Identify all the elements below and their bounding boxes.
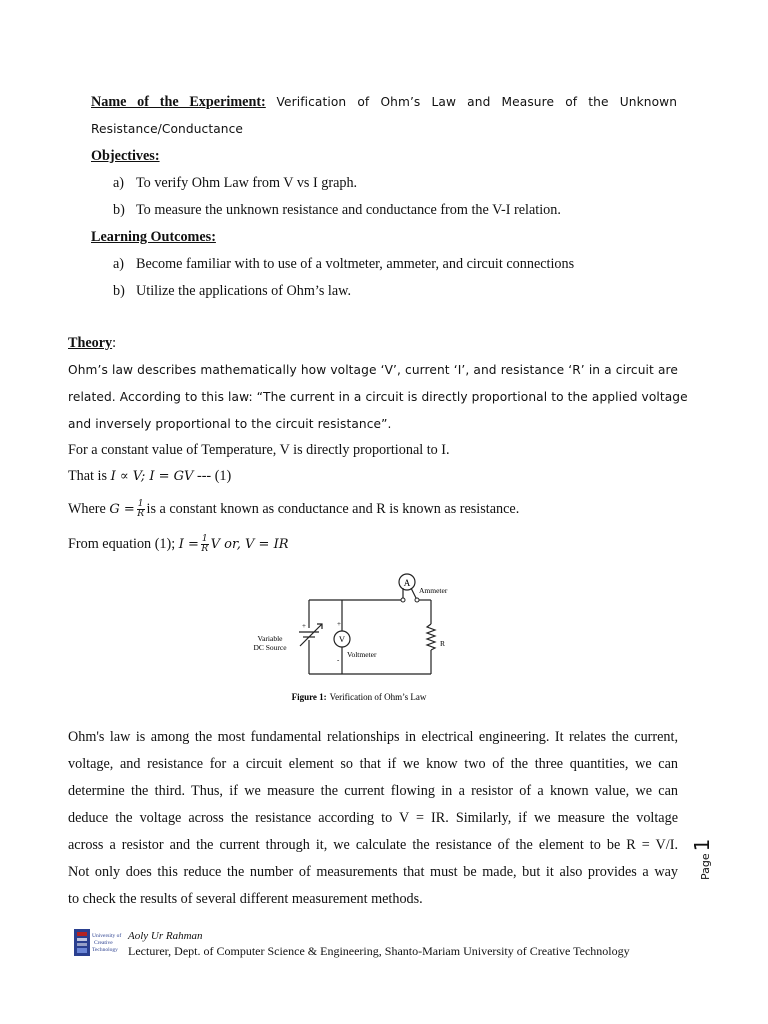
fraction-numerator: 1 — [137, 499, 144, 510]
fraction-1-over-r-2 — [201, 535, 209, 554]
logo-text-1: University of — [92, 933, 122, 939]
equation-2-line — [68, 532, 289, 557]
equation-1-line — [68, 467, 231, 486]
objective-item-a — [113, 174, 357, 192]
figure-caption — [292, 692, 427, 702]
experiment-label: Name of the Experiment: — [91, 94, 266, 110]
conductance-definition-line — [68, 497, 519, 522]
list-marker: b) — [113, 283, 125, 299]
experiment-title-line1 — [91, 93, 677, 111]
theory-p1-line1: Ohm’s law describes mathematically how voltage ‘V’, current ‘I’, and resistance ‘R’ in a circuit are — [68, 363, 678, 377]
page-label: Page — [699, 853, 712, 880]
theory-colon: : — [112, 335, 117, 351]
logo-text-3: Technology — [92, 947, 118, 953]
voltmeter-label: Voltmeter — [347, 650, 377, 659]
list-item-text: To verify Ohm Law from V vs I graph. — [136, 175, 358, 191]
university-logo-graphic — [74, 928, 122, 958]
footer-author: Aoly Ur Rahman — [128, 930, 203, 942]
logo-text-2: Creative — [94, 940, 113, 946]
list-item-text: To measure the unknown resistance and conductance from the V-I relation. — [136, 202, 561, 218]
theory-p1-line3: and inversely proportional to the circuit resistance”. — [68, 417, 392, 431]
list-marker: a) — [113, 256, 125, 272]
page-digit: 1 — [690, 838, 714, 852]
paragraph2-line1: Ohm's law is among the most fundamental relationships in electrical engineering. It relates the current, — [68, 729, 678, 745]
constant-temperature-text: For a constant value of Temperature, V is directly proportional to I. — [68, 442, 450, 458]
experiment-title: Verification of Ohm’s Law and Measure of the Unknown — [276, 95, 678, 109]
voltmeter-minus: - — [337, 656, 340, 664]
paragraph2-line4: deduce the voltage across the resistance according to V = IR. Similarly, if we measure the voltage — [68, 810, 678, 826]
list-marker: a) — [113, 175, 125, 191]
learning-outcomes-heading: Learning Outcomes: — [91, 229, 216, 245]
list-item-text: Utilize the applications of Ohm’s law. — [136, 283, 351, 299]
voltmeter-letter: V — [338, 634, 346, 644]
theory-heading-line — [68, 334, 116, 352]
objective-item-b — [113, 201, 561, 219]
where-label: Where — [68, 501, 106, 517]
source-plus: + — [302, 622, 306, 630]
experiment-title-line2: Resistance/Conductance — [91, 122, 244, 136]
figure-1-circuit — [242, 566, 476, 710]
source-label-2: DC Source — [253, 643, 287, 652]
university-logo — [74, 928, 122, 958]
list-item-text: Become familiar with to use of a voltmeter, ammeter, and circuit connections — [136, 256, 575, 272]
figure-caption-bold: Figure 1: — [291, 692, 327, 702]
paragraph2-line5: across a resistor and the current through it, we calculate the resistance of the element to be R = V/I. — [68, 837, 678, 853]
paragraph2-line2: voltage, and resistance for a circuit element so that if we know two of the three quantities, we can — [68, 756, 678, 772]
i-equals: I = — [178, 537, 199, 552]
paragraph2-line6: Not only does this reduce the number of measurements that must be made, but it also provides a way — [68, 864, 678, 880]
source-label-1: Variable — [257, 634, 283, 643]
equation-1: I ∝ V; I = GV — [110, 469, 194, 484]
page-number — [690, 820, 712, 880]
ammeter-label: Ammeter — [419, 586, 448, 595]
fraction-1-over-r — [137, 500, 145, 519]
ammeter-letter: A — [403, 578, 411, 588]
theory-p1-line2: related. According to this law: “The current in a circuit is directly proportional to the applied voltage — [68, 390, 688, 404]
outcome-item-b — [113, 282, 351, 300]
equation-1-number: --- (1) — [196, 468, 232, 484]
fraction-numerator: 1 — [201, 534, 208, 545]
conductance-description: is a constant known as conductance and R is known as resistance. — [146, 501, 520, 517]
resistor-label: R — [440, 639, 446, 648]
g-equals: G = — [109, 502, 135, 517]
outcome-item-a — [113, 255, 574, 273]
from-equation-label: From equation (1); — [68, 536, 176, 552]
circuit-diagram — [242, 566, 476, 710]
paragraph2-line3: determine the third. Thus, if we measure the current flowing in a resistor of a known value, we can — [68, 783, 678, 799]
voltmeter-plus: + — [337, 620, 341, 628]
paragraph2-line7: to check the results of several different measurement methods. — [68, 891, 423, 907]
footer-description: Lecturer, Dept. of Computer Science & Engineering, Shanto-Mariam University of Creative Technology — [128, 944, 630, 958]
equation-2-rest: V or, V = IR — [210, 537, 289, 552]
list-marker: b) — [113, 202, 125, 218]
fraction-denominator: R — [137, 509, 145, 520]
that-is-label: That is — [68, 468, 108, 484]
fraction-denominator: R — [201, 544, 209, 555]
objectives-heading: Objectives: — [91, 148, 160, 164]
theory-heading: Theory — [68, 335, 113, 351]
figure-caption-text: Verification of Ohm’s Law — [329, 692, 427, 702]
